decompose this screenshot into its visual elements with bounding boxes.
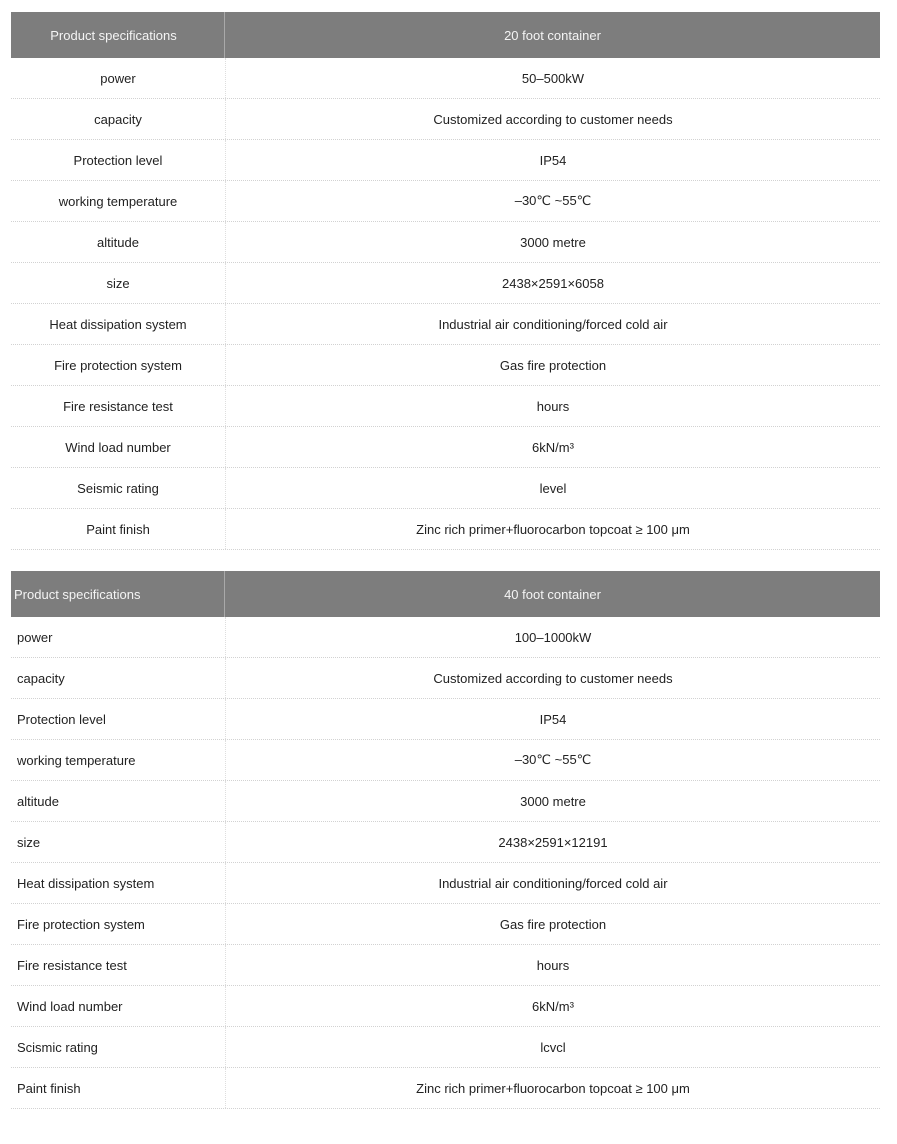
spec-value: –30℃ ~55℃ bbox=[514, 752, 592, 767]
spec-label: Seismic rating bbox=[11, 468, 226, 508]
spec-label: capacity bbox=[11, 99, 226, 139]
spec-label: altitude bbox=[11, 222, 226, 262]
table-row bbox=[11, 904, 880, 945]
table-row bbox=[11, 740, 880, 781]
spec-value: Gas fire protection bbox=[499, 916, 607, 932]
table-row bbox=[11, 1068, 880, 1109]
spec-value: Zinc rich primer+fluorocarbon topcoat ≥ 100 μm bbox=[416, 521, 690, 537]
spec-value: Industrial air conditioning/forced cold air bbox=[438, 316, 668, 332]
table-row bbox=[11, 222, 880, 263]
spec-value: 3000 metre bbox=[520, 793, 586, 809]
table-row bbox=[11, 986, 880, 1027]
spec-label: working temperature bbox=[11, 740, 226, 780]
spec-label: Fire protection system bbox=[11, 904, 226, 944]
table-row bbox=[11, 699, 880, 740]
spec-label: Fire resistance test bbox=[11, 386, 226, 426]
spec-label: Heat dissipation system bbox=[11, 863, 226, 903]
table-body bbox=[11, 617, 880, 1109]
table-row bbox=[11, 181, 880, 222]
table-row bbox=[11, 427, 880, 468]
table-row bbox=[11, 99, 880, 140]
table-row bbox=[11, 781, 880, 822]
spec-value: IP54 bbox=[539, 152, 567, 168]
table-row bbox=[11, 386, 880, 427]
spec-label: Paint finish bbox=[11, 509, 226, 549]
spec-label: capacity bbox=[11, 658, 226, 698]
table-row bbox=[11, 468, 880, 509]
spec-value: Industrial air conditioning/forced cold air bbox=[438, 875, 668, 891]
spec-label: working temperature bbox=[11, 181, 226, 221]
spec-label: power bbox=[11, 617, 226, 657]
spec-value: level bbox=[539, 480, 567, 496]
spec-value: 6kN/m³ bbox=[532, 439, 574, 455]
spec-label: Scismic rating bbox=[11, 1027, 226, 1067]
spec-label: Fire resistance test bbox=[11, 945, 226, 985]
spec-value: lcvcl bbox=[540, 1039, 566, 1055]
table-row bbox=[11, 617, 880, 658]
spec-value: Gas fire protection bbox=[499, 357, 607, 373]
spec-label: Wind load number bbox=[11, 427, 226, 467]
spec-label: Wind load number bbox=[11, 986, 226, 1026]
spec-value: Customized according to customer needs bbox=[433, 670, 673, 686]
table-row bbox=[11, 58, 880, 99]
table-row bbox=[11, 658, 880, 699]
spec-value: IP54 bbox=[539, 711, 567, 727]
spec-value: 100–1000kW bbox=[514, 629, 592, 645]
table-body bbox=[11, 58, 880, 550]
table-header bbox=[11, 12, 880, 58]
table-row bbox=[11, 863, 880, 904]
spec-label: altitude bbox=[11, 781, 226, 821]
spec-value: 2438×2591×12191 bbox=[498, 834, 608, 850]
spec-label: Fire protection system bbox=[11, 345, 226, 385]
table-row bbox=[11, 822, 880, 863]
table-row bbox=[11, 1027, 880, 1068]
spec-label: Paint finish bbox=[11, 1068, 226, 1108]
header-label: Product specifications bbox=[11, 571, 225, 617]
spec-value: 2438×2591×6058 bbox=[502, 275, 604, 291]
table-row bbox=[11, 263, 880, 304]
spec-value: 3000 metre bbox=[520, 234, 586, 250]
spec-value: –30℃ ~55℃ bbox=[514, 193, 592, 208]
table-header bbox=[11, 571, 880, 617]
spec-table-20ft bbox=[11, 12, 880, 550]
table-row bbox=[11, 345, 880, 386]
spec-label: Heat dissipation system bbox=[11, 304, 226, 344]
spec-value: Zinc rich primer+fluorocarbon topcoat ≥ 100 μm bbox=[416, 1080, 690, 1096]
header-value: 40 foot container bbox=[504, 586, 601, 602]
spec-label: size bbox=[11, 263, 226, 303]
spec-label: power bbox=[11, 58, 226, 98]
table-row bbox=[11, 304, 880, 345]
spec-label: Protection level bbox=[11, 140, 226, 180]
spec-table-40ft bbox=[11, 571, 880, 1109]
spec-value: Customized according to customer needs bbox=[433, 111, 673, 127]
table-row bbox=[11, 140, 880, 181]
table-row bbox=[11, 509, 880, 550]
spec-label: size bbox=[11, 822, 226, 862]
spec-value: 50–500kW bbox=[521, 70, 585, 86]
spec-value: 6kN/m³ bbox=[532, 998, 574, 1014]
header-value: 20 foot container bbox=[504, 27, 601, 43]
spec-label: Protection level bbox=[11, 699, 226, 739]
header-label: Product specifications bbox=[11, 12, 225, 58]
spec-value: hours bbox=[536, 398, 570, 414]
spec-value: hours bbox=[536, 957, 570, 973]
table-row bbox=[11, 945, 880, 986]
